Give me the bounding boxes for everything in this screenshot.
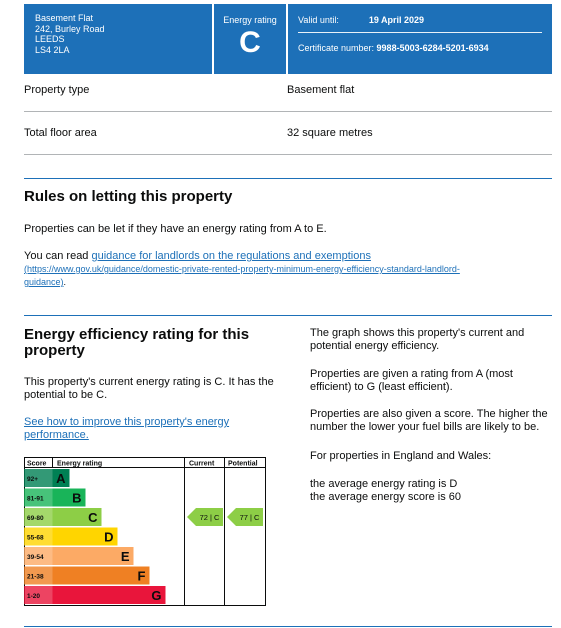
band-bar-F [53, 567, 150, 585]
floor-area-value: 32 square metres [287, 127, 373, 139]
guidance-paragraph [24, 250, 552, 289]
band-range-E: 39-54 [27, 554, 44, 561]
rules-heading: Rules on letting this property [24, 188, 233, 205]
score-explanation: Properties are also given a score. The higher the number the lower your fuel bills are likely to be. [310, 408, 548, 433]
current-score-label: 72 | C [199, 513, 220, 522]
band-letter-E: E [120, 549, 130, 564]
address-line-2: 242, Burley Road [35, 23, 105, 34]
rules-paragraph: Properties can be let if they have an energy rating from A to E. [24, 223, 327, 235]
certificate-header [24, 4, 552, 74]
band-range-B: 81-91 [27, 495, 44, 503]
floor-area-label: Total floor area [24, 127, 97, 139]
efficiency-paragraph: This property's current energy rating is C. It has the potential to be C. [24, 376, 274, 401]
band-letter-F: F [137, 568, 146, 584]
efficiency-heading: Energy efficiency rating for this property [24, 326, 250, 359]
address-line-4: LS4 2LA [35, 44, 70, 55]
section-divider [24, 626, 552, 627]
energy-rating-block [214, 4, 286, 74]
average-score: the average energy score is 60 [310, 491, 462, 503]
band-bar-G [53, 586, 166, 604]
valid-until-label: Valid until: [298, 15, 339, 25]
section-divider [24, 315, 552, 316]
band-letter-C: C [88, 510, 98, 525]
property-type-label: Property type [24, 84, 90, 96]
band-letter-B: B [72, 490, 82, 506]
guidance-url-link[interactable]: (https://www.gov.uk/guidance/domestic-private-rented-property-minimum-energy-efficiency-standard-landlord- [24, 264, 460, 274]
region-label: For properties in England and Wales: [310, 450, 492, 462]
potential-score-label: 77 | C [239, 513, 260, 522]
band-range-G: 1-20 [27, 593, 41, 600]
energy-rating-label: Energy rating [223, 15, 277, 25]
guidance-prefix: You can read [24, 250, 92, 262]
improve-performance-link[interactable]: See how to improve this property's energy performance. [24, 416, 230, 441]
address-block [24, 4, 212, 74]
band-letter-G: G [151, 588, 162, 603]
band-range-A: 92+ [27, 476, 39, 483]
guidance-suffix: . [63, 277, 67, 287]
valid-until-value: 19 April 2029 [368, 15, 425, 25]
address-line-1: Basement Flat [35, 13, 94, 23]
band-letter-A: A [56, 471, 66, 486]
potential-header: Potential [228, 460, 258, 468]
current-header: Current [189, 460, 215, 468]
band-range-D: 55-68 [27, 534, 44, 542]
divider [24, 154, 552, 155]
score-header: Score [27, 460, 47, 468]
divider [24, 111, 552, 112]
section-divider [24, 178, 552, 179]
energy-rating-header: Energy rating [57, 460, 103, 468]
average-rating: the average energy rating is D [310, 478, 458, 490]
band-letter-D: D [104, 529, 114, 545]
certificate-divider [298, 32, 542, 33]
certificate-number-value: 9988-5003-6284-5201-6934 [376, 43, 489, 53]
graph-explanation: The graph shows this property's current and potential energy efficiency. [310, 327, 525, 352]
energy-rating-value: C [239, 26, 261, 59]
band-range-F: 21-38 [27, 573, 44, 581]
guidance-url-link-end[interactable]: guidance) [24, 277, 64, 287]
band-range-C: 69-80 [27, 515, 44, 522]
address-line-3: LEEDS [35, 34, 65, 44]
certificate-number-label: Certificate number: [298, 43, 375, 53]
rating-explanation: Properties are given a rating from A (most efficient) to G (least efficient). [310, 368, 513, 393]
certificate-info-block [288, 4, 552, 74]
energy-rating-chart [24, 457, 267, 607]
property-type-value: Basement flat [287, 84, 355, 96]
improve-link-wrap [24, 416, 274, 442]
guidance-link[interactable]: guidance for landlords on the regulations and exemptions [91, 250, 371, 262]
